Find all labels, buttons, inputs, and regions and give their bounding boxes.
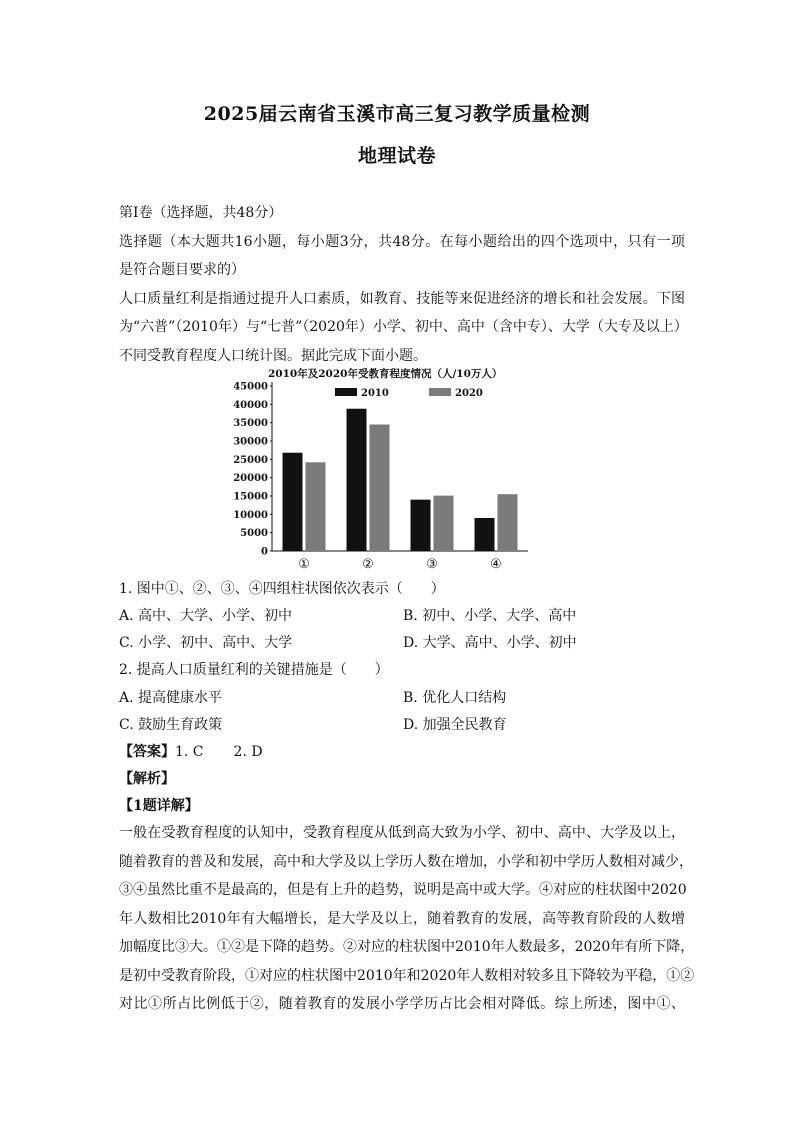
x-tick-label: ④ (490, 557, 502, 572)
explanation-line: 加幅度比③大。①②是下降的趋势。②对应的柱状图中2010年人数最多，2020年有所下降， (119, 939, 695, 955)
y-tick-label: 30000 (233, 436, 268, 448)
explanation-line: 对比①所占比例低于②，随着教育的发展小学学历占比会相对降低。综上所述，图中①、 (119, 996, 685, 1012)
bar-2010-1 (283, 453, 303, 551)
x-tick-label: ① (298, 557, 310, 572)
y-tick-label: 40000 (233, 399, 268, 411)
answer-q2: 2. D (233, 744, 263, 760)
y-tick-label: 45000 (233, 381, 268, 393)
exam-title: 2025届云南省玉溪市高三复习教学质量检测 (203, 103, 591, 125)
question-2-option-a[interactable]: A. 提高健康水平 (119, 690, 223, 706)
question-2-stem: 2. 提高人口质量红利的关键措施是（ ） (119, 662, 389, 678)
bar-2020-2 (370, 425, 390, 552)
question-1-option-b[interactable]: B. 初中、小学、大学、高中 (403, 608, 577, 624)
explanation-line: 年人数相比2010年有大幅增长，是大学及以上，随着教育的发展，高等教育阶段的人数增 (119, 910, 685, 927)
x-tick-label: ② (362, 557, 374, 572)
chart-title: 2010年及2020年受教育程度情况（人/10万人） (268, 368, 503, 380)
bar-2020-4 (498, 494, 518, 551)
question-1-stem: 1. 图中①、②、③、④四组柱状图依次表示（ ） (119, 581, 445, 597)
question-2-option-b[interactable]: B. 优化人口结构 (403, 690, 507, 706)
answer-label: 【答案】 (119, 744, 175, 760)
answer-q1: 1. C (175, 744, 204, 760)
bar-2010-4 (475, 518, 495, 551)
question-2-option-c[interactable]: C. 鼓励生育政策 (119, 717, 223, 733)
instruction-line: 是符合题目要求的） (119, 262, 245, 278)
analysis-label: 【解析】 (119, 771, 175, 787)
material-line: 人口质量红利是指通过提升人口素质，如教育、技能等来促进经济的增长和社会发展。下图 (119, 290, 685, 307)
legend-swatch-2010 (335, 388, 357, 396)
explanation-line: 随着教育的普及和发展，高中和大学及以上学历人数在增加，小学和初中学历人数相对减少， (119, 853, 693, 870)
bar-2010-2 (347, 409, 367, 551)
y-tick-label: 25000 (233, 454, 268, 466)
legend-swatch-2020 (429, 388, 451, 396)
explanation-line: 是初中受教育阶段，①对应的柱状图中2010年和2020年人数相对较多且下降较为平稳，①② (119, 967, 695, 984)
y-tick-label: 5000 (240, 528, 268, 540)
x-tick-label: ③ (426, 557, 438, 572)
question-1-option-a[interactable]: A. 高中、大学、小学、初中 (119, 608, 293, 624)
explanation-line: ③④虽然比重不是最高的，但是有上升的趋势，说明是高中或大学。④对应的柱状图中2020 (119, 882, 687, 898)
y-tick-label: 20000 (233, 473, 268, 485)
question-1-option-c[interactable]: C. 小学、初中、高中、大学 (119, 635, 293, 651)
bar-2010-3 (411, 500, 431, 551)
detail-heading: 【1题详解】 (119, 798, 199, 814)
explanation-line: 一般在受教育程度的认知中，受教育程度从低到高大致为小学、初中、高中、大学及以上， (119, 825, 685, 841)
y-tick-label: 0 (261, 546, 268, 558)
material-line: 不同受教育程度人口统计图。据此完成下面小题。 (119, 347, 427, 364)
legend-label-2010: 2010 (361, 388, 389, 399)
material-line: 为“六普”（2010年）与“七普”（2020年）小学、初中、高中（含中专）、大学（大专及以上） (119, 319, 688, 335)
y-tick-label: 35000 (233, 418, 268, 430)
explanation-body (119, 819, 695, 1019)
legend-label-2020: 2020 (455, 388, 483, 399)
education-bar-chart (224, 364, 544, 576)
question-1-option-d[interactable]: D. 大学、高中、小学、初中 (403, 635, 577, 651)
bar-2020-1 (306, 462, 326, 551)
instruction-line: 选择题（本大题共16小题，每小题3分，共48分。在每小题给出的四个选项中，只有一项 (119, 233, 685, 250)
section-part: 第I卷（选择题，共48分） (119, 205, 283, 221)
exam-subtitle: 地理试卷 (357, 145, 436, 167)
section-instructions (119, 199, 688, 370)
bar-2020-3 (434, 496, 454, 551)
answer-line (119, 742, 263, 762)
y-tick-label: 15000 (233, 491, 268, 503)
y-tick-label: 10000 (233, 509, 268, 521)
question-2-option-d[interactable]: D. 加强全民教育 (403, 717, 507, 733)
